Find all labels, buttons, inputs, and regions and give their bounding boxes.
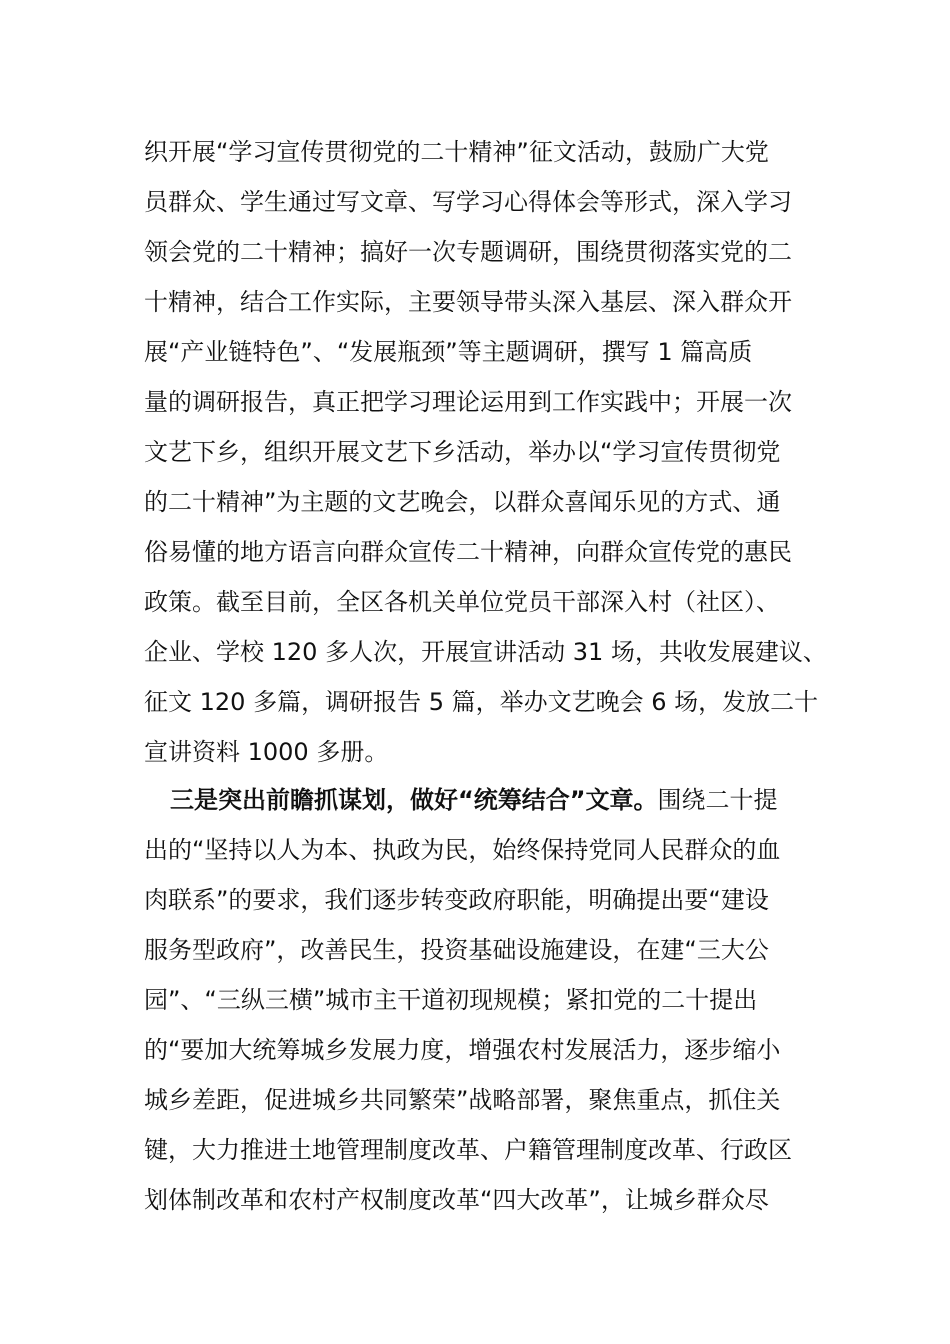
text-line: 的二十精神”为主题的文艺晚会，以群众喜闻乐见的方式、通 [144,488,781,516]
paragraph-heading: 三是突出前瞻抓谋划，做好“统筹结合”文章。 [170,786,658,814]
text-line: 量的调研报告，真正把学习理论运用到工作实践中；开展一次 [144,388,792,416]
text-line: 企业、学校 120 多人次，开展宣讲活动 31 场，共收发展建议、 [144,638,827,666]
text-line: 宣讲资料 1000 多册。 [144,738,389,766]
text-line: 城乡差距，促进城乡共同繁荣”战略部署，聚焦重点，抓住关 [144,1086,781,1114]
paragraph-1 [144,127,827,777]
text-line: 服务型政府”，改善民生，投资基础设施建设，在建“三大公 [144,936,769,964]
text-line: 键，大力推进土地管理制度改革、户籍管理制度改革、行政区 [144,1136,792,1164]
text-line: 划体制改革和农村产权制度改革“四大改革”，让城乡群众尽 [144,1186,769,1214]
paragraph-first-line [144,775,824,825]
text-line: 十精神，结合工作实际，主要领导带头深入基层、深入群众开 [144,288,792,316]
text-line: 政策。截至目前，全区各机关单位党员干部深入村（社区）、 [144,588,780,616]
paragraph-2 [144,775,824,1225]
text-fragment: 围绕二十提 [657,786,778,814]
text-line: 肉联系”的要求，我们逐步转变政府职能，明确提出要“建设 [144,886,769,914]
text-line: 出的“坚持以人为本、执政为民，始终保持党同人民群众的血 [144,836,781,864]
text-line: 的“要加大统筹城乡发展力度，增强农村发展活力，逐步缩小 [144,1036,781,1064]
text-line: 园”、“三纵三横”城市主干道初现规模；紧扣党的二十提出 [144,986,758,1014]
text-line: 领会党的二十精神；搞好一次专题调研，围绕贯彻落实党的二 [144,238,792,266]
text-line: 织开展“学习宣传贯彻党的二十精神”征文活动，鼓励广大党 [144,138,769,166]
text-line: 征文 120 多篇，调研报告 5 篇，举办文艺晚会 6 场，发放二十 [144,688,819,716]
text-line: 员群众、学生通过写文章、写学习心得体会等形式，深入学习 [144,188,792,216]
text-line: 俗易懂的地方语言向群众宣传二十精神，向群众宣传党的惠民 [144,538,792,566]
text-line: 展“产业链特色”、“发展瓶颈”等主题调研，撰写 1 篇高质 [144,338,753,366]
text-line: 文艺下乡，组织开展文艺下乡活动，举办以“学习宣传贯彻党 [144,438,781,466]
